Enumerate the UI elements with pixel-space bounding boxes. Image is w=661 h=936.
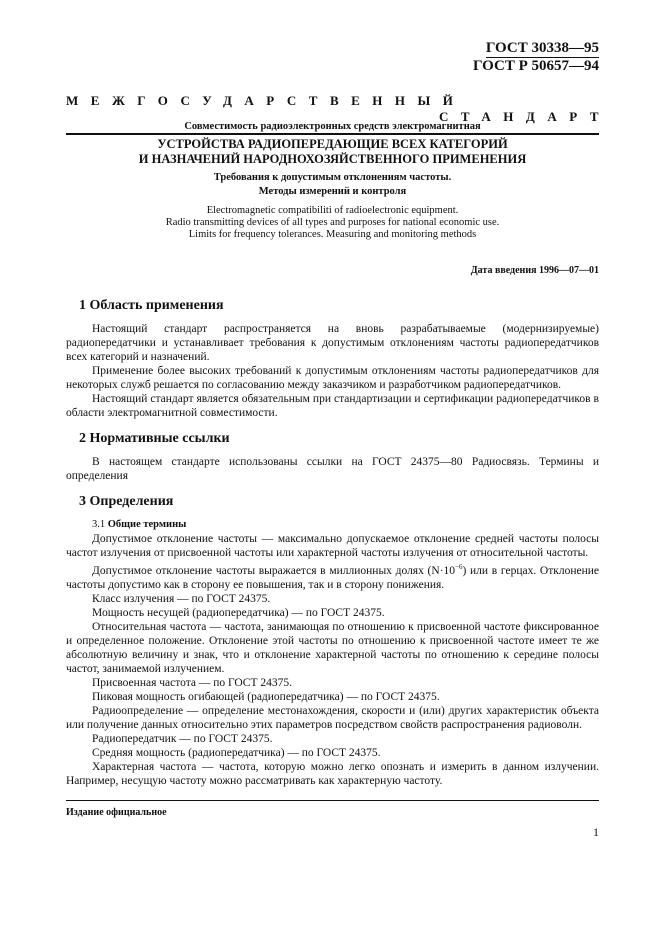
banner-standard: СТАНДАРТ — [438, 109, 611, 124]
eng-line-1: Electromagnetic compatibiliti of radioelectronic equipment. — [206, 205, 459, 216]
eng-line-3: Limits for frequency tolerances. Measuring and monitoring methods — [188, 229, 477, 240]
subsection-title: Общие термины — [107, 519, 187, 530]
subsection-3-1 — [92, 518, 599, 532]
paragraph: Применение более высоких требований к допустимым отклонениям частоты радиопередатчиков для некоторых служб решается по согласованию между заказчиком и разработчиком радиопередатчиков. — [66, 365, 599, 391]
req-line-2: Методы измерений и контроля — [258, 186, 407, 197]
definition: Средняя мощность (радиопередатчика) — по ГОСТ 24375. — [92, 746, 381, 759]
official-edition-label: Издание официальное — [66, 807, 167, 818]
subsection-number: 3.1 — [92, 519, 106, 530]
standard-title — [66, 137, 599, 167]
section-3-heading: 3 Определения — [79, 494, 174, 509]
english-title — [66, 205, 599, 241]
definition: Радиопередатчик — по ГОСТ 24375. — [92, 732, 273, 745]
section-2-heading: 2 Нормативные ссылки — [79, 431, 230, 446]
definition: Пиковая мощность огибающей (радиопередатчика) — по ГОСТ 24375. — [92, 690, 440, 703]
paragraph: В настоящем стандарте использованы ссылки на ГОСТ 24375—80 Радиосвязь. Термины и определения — [66, 456, 599, 482]
definition: Присвоенная частота — по ГОСТ 24375. — [92, 676, 293, 689]
paragraph: Настоящий стандарт распространяется на вновь разрабатываемые (модернизируемые) радиопередатчики и устанавливает требования к допустимым отклонениям частоты радиопередатчиков всех категорий и назначений. — [66, 323, 599, 363]
definition: Мощность несущей (радиопередатчика) — по ГОСТ 24375. — [92, 606, 385, 619]
standard-subtitle: Совместимость радиоэлектронных средств электромагнитная — [184, 121, 481, 132]
doc-id-gost-r: ГОСТ Р 50657—94 — [472, 58, 599, 74]
req-line-1: Требования к допустимым отклонениям частоты. — [213, 172, 452, 183]
definition: Класс излучения — по ГОСТ 24375. — [92, 592, 271, 605]
page-number: 1 — [593, 825, 599, 839]
definition: Допустимое отклонение частоты — максимально допускаемое отклонение средней частоты полосы частот излучения от присвоенной частоты или характерной частоты излучения от относительной частоты. — [66, 533, 599, 559]
banner-interstate: МЕЖГОСУДАРСТВЕННЫЙ — [66, 93, 466, 108]
footer-divider — [66, 800, 599, 801]
definition: Радиоопределение — определение местонахождения, скорости и (или) других характеристик объекта или получение данных относительно этих параметров посредством свойств распространения радиоволн. — [66, 704, 599, 731]
document-body — [66, 297, 599, 788]
definition: Характерная частота — частота, которую можно легко опознать и измерить в данном излучении. Например, несущую частоту можно рассматривать как характерную частоту. — [66, 760, 599, 787]
definition: Относительная частота — частота, занимающая по отношению к присвоенной частоте фиксированное и определенное положение. Отклонение этой частоты по отношению к присвоенной частоте имеет те же абсолютную величину и знак, что и отклонение характерной частоты по отношению к середине полосы частот, занимаемой излучением. — [66, 620, 599, 675]
effective-date: Дата введения 1996—07—01 — [470, 265, 599, 276]
doc-id-gost: ГОСТ 30338—95 — [485, 40, 599, 56]
definition: Допустимое отклонение частоты выражается в миллионных долях $(N\cdot 10^{-6})$ или в герцах. Отклонение частоты допустимо как в сторону ее повышения, так и в сторону понижения. — [66, 563, 599, 591]
eng-line-2: Radio transmitting devices of all types and purposes for national economic use. — [165, 217, 500, 228]
section-1-heading: 1 Область применения — [79, 298, 224, 313]
requirements-heading — [66, 171, 599, 199]
paragraph: Настоящий стандарт является обязательным при стандартизации и сертификации радиопередатчиков в области электромагнитной совместимости. — [66, 393, 599, 419]
document-identifier — [473, 40, 599, 74]
title-line-2: И НАЗНАЧЕНИЙ НАРОДНОХОЗЯЙСТВЕННОГО ПРИМЕНЕНИЯ — [138, 152, 527, 166]
title-line-1: УСТРОЙСТВА РАДИОПЕРЕДАЮЩИЕ ВСЕХ КАТЕГОРИЙ — [157, 137, 508, 151]
